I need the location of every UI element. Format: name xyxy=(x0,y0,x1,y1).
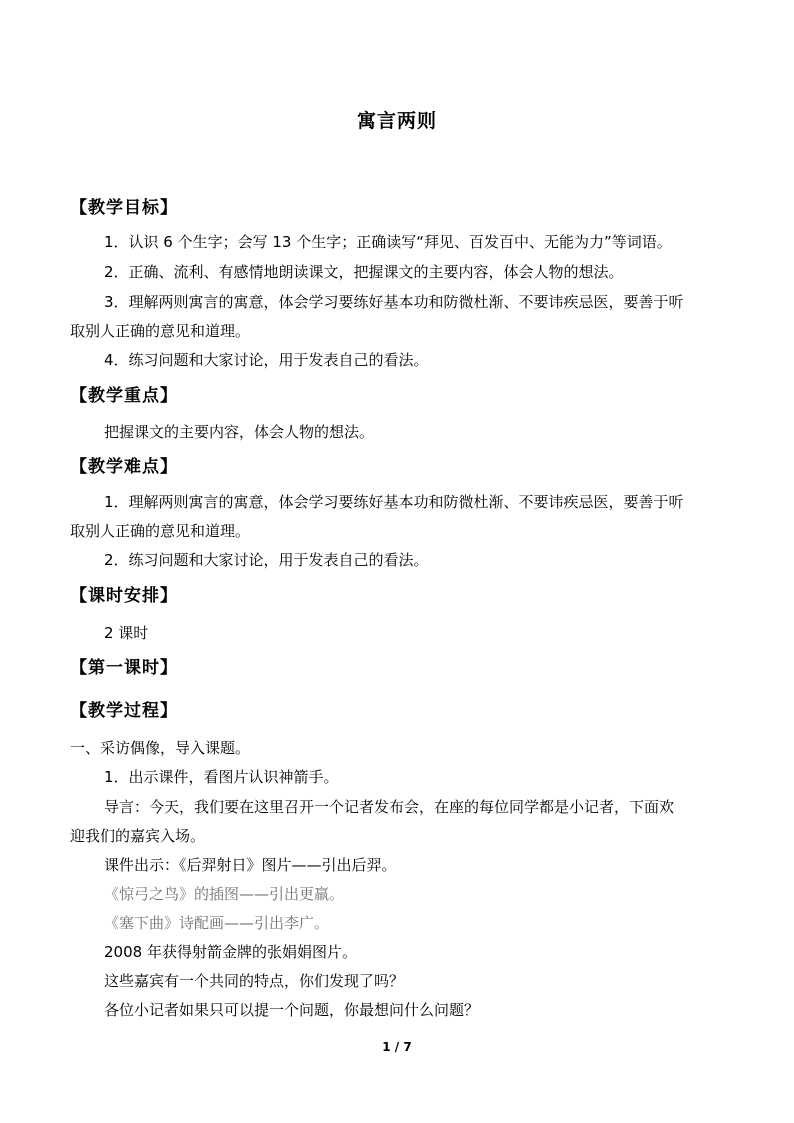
process-line: 一、采访偶像，导入课题。 xyxy=(70,739,251,757)
objective-line: 4．练习问题和大家讨论，用于发表自己的看法。 xyxy=(104,351,429,369)
page-number: 1 / 7 xyxy=(382,1040,412,1054)
objective-line: 3．理解两则寓言的寓意，体会学习要练好基本功和防微杜渐、不要讳疾忌医，要善于听 xyxy=(104,293,684,311)
objective-line: 2．正确、流利、有感情地朗读课文，把握课文的主要内容，体会人物的想法。 xyxy=(104,263,624,281)
heading-key-points: 【教学重点】 xyxy=(70,386,178,406)
process-line: 课件出示：《后羿射日》图片——引出后羿。 xyxy=(104,856,397,874)
process-line: 这些嘉宾有一个共同的特点，你们发现了吗？ xyxy=(104,972,405,990)
objective-line: 取别人正确的意见和道理。 xyxy=(70,322,251,340)
heading-difficulties: 【教学难点】 xyxy=(70,457,178,477)
objective-line: 1．认识 6 个生字；会写 13 个生字；正确读写“拜见、百发百中、无能为力”等词语。 xyxy=(104,233,672,251)
document-title: 寓言两则 xyxy=(356,110,437,132)
key-point-line: 把握课文的主要内容，体会人物的想法。 xyxy=(104,423,375,441)
difficulty-line: 2．练习问题和大家讨论，用于发表自己的看法。 xyxy=(104,551,429,569)
process-line: 《惊弓之鸟》的插图——引出更羸。 xyxy=(104,885,345,903)
heading-schedule: 【课时安排】 xyxy=(70,586,178,606)
process-line: 2008 年获得射箭金牌的张娟娟图片。 xyxy=(104,943,357,961)
heading-objectives: 【教学目标】 xyxy=(70,198,178,218)
difficulty-line: 取别人正确的意见和道理。 xyxy=(70,522,251,540)
process-line: 《塞下曲》诗配画——引出李广。 xyxy=(104,914,330,932)
heading-process: 【教学过程】 xyxy=(70,701,178,721)
process-line: 导言：今天，我们要在这里召开一个记者发布会，在座的每位同学都是小记者，下面欢 xyxy=(104,798,675,816)
heading-first-lesson: 【第一课时】 xyxy=(70,658,178,678)
process-line: 各位小记者如果只可以提一个问题，你最想问什么问题？ xyxy=(104,1001,480,1019)
difficulty-line: 1．理解两则寓言的寓意，体会学习要练好基本功和防微杜渐、不要讳疾忌医，要善于听 xyxy=(104,493,684,511)
process-line: 1．出示课件，看图片认识神箭手。 xyxy=(104,768,339,786)
process-line: 迎我们的嘉宾入场。 xyxy=(70,827,206,845)
schedule-line: 2 课时 xyxy=(104,624,149,642)
